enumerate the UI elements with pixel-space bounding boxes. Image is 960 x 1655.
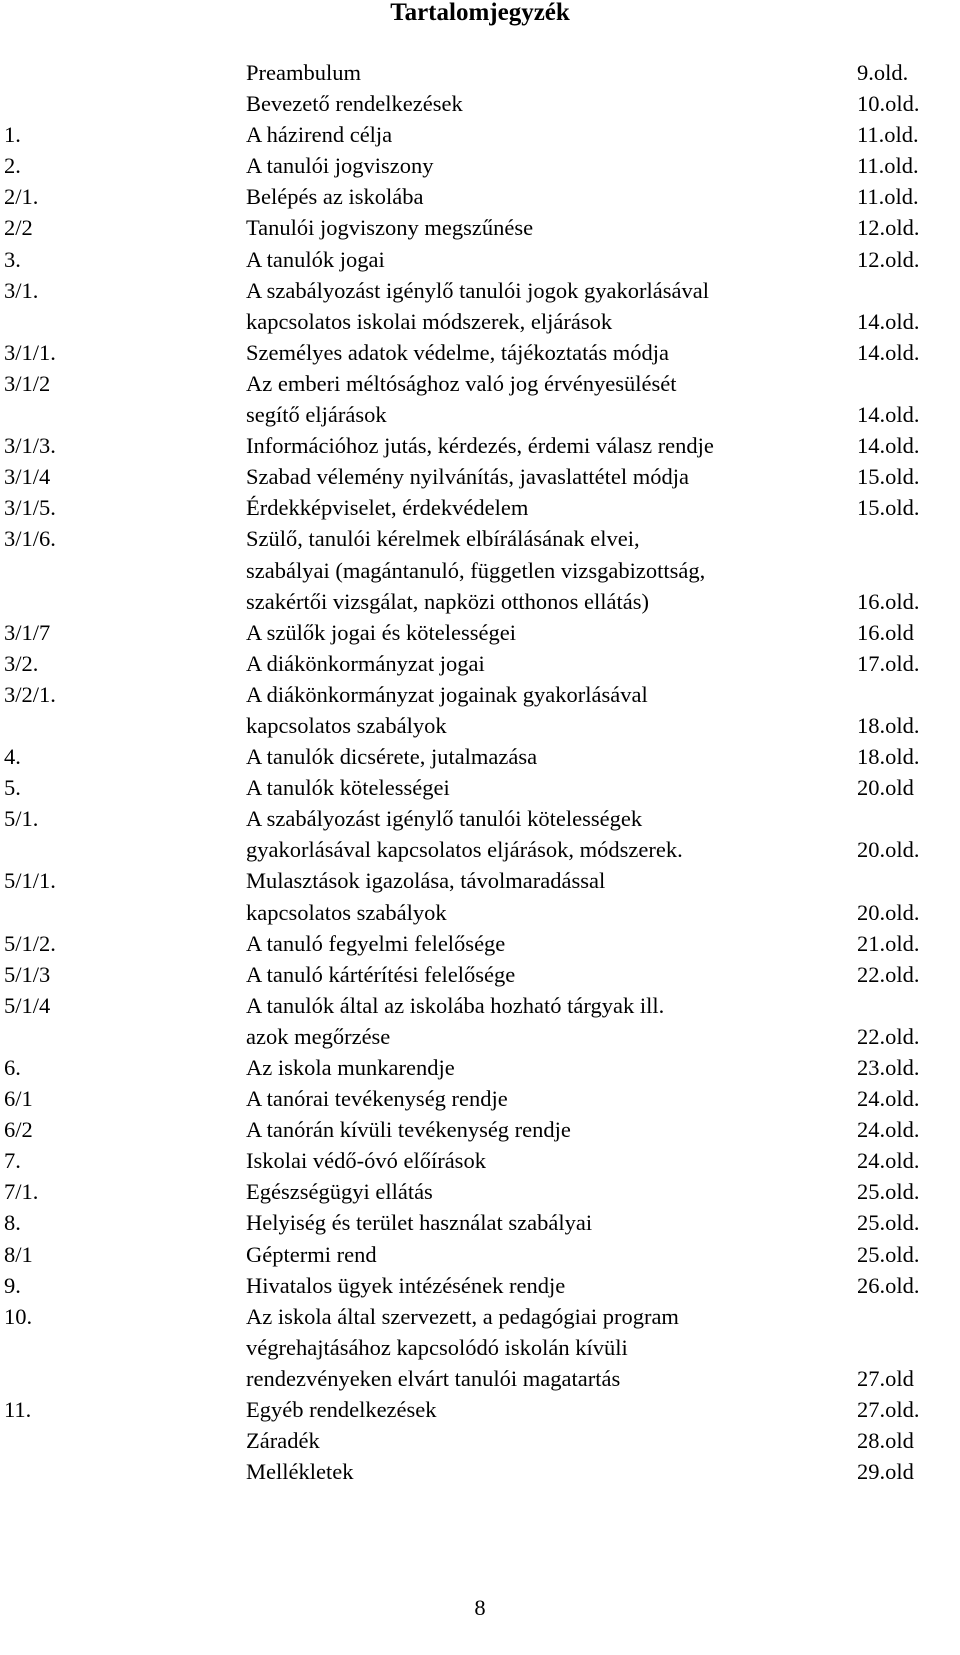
toc-entry [0,181,960,212]
toc-line [0,1301,960,1332]
toc-entry-number: 3/1. [4,277,39,303]
toc-entry-title: Érdekképviselet, érdekvédelem [246,495,529,521]
toc-entry-title: Mellékletek [246,1459,354,1485]
toc-entry-number: 1. [4,122,21,148]
toc-entry-page: 14.old. [857,402,920,428]
toc-entry-number: 3. [4,246,21,272]
toc-entry-page: 27.old [857,1365,914,1391]
toc-entry-title: végrehajtásához kapcsolódó iskolán kívüli [246,1334,628,1360]
toc-entry-title: kapcsolatos szabályok [246,899,447,925]
toc-entry [0,88,960,119]
toc-entry-page: 20.old. [857,837,920,863]
toc-entry-number: 11. [4,1397,32,1423]
toc-line [0,212,960,243]
toc-entry-number: 3/1/4 [4,464,51,490]
toc-entry [0,1083,960,1114]
toc-entry-title: kapcsolatos szabályok [246,712,447,738]
toc-entry [0,1145,960,1176]
toc-entry-title: azok megőrzése [246,1023,391,1049]
toc-entry-title: Hivatalos ügyek intézésének rendje [246,1272,566,1298]
toc-entry-number: 3/1/5. [4,495,56,521]
toc-entry [0,1239,960,1270]
toc-line [0,1145,960,1176]
toc-entry-page: 26.old. [857,1272,920,1298]
toc-entry-page: 14.old. [857,433,920,459]
toc-entry [0,617,960,648]
toc-entry-page: 16.old [857,619,914,645]
toc-entry-title: Bevezető rendelkezések [246,91,463,117]
toc-entry-title: A szabályozást igénylő tanulói kötelességek [246,806,643,832]
table-of-contents [0,57,960,1487]
toc-entry-number: 8. [4,1210,21,1236]
toc-line [0,57,960,88]
toc-line [0,928,960,959]
toc-entry-number: 3/2/1. [4,681,56,707]
toc-line [0,181,960,212]
toc-entry [0,337,960,368]
toc-entry [0,430,960,461]
toc-line [0,1425,960,1456]
toc-entry [0,648,960,679]
toc-entry-page: 12.old. [857,246,920,272]
toc-entry-page: 20.old. [857,899,920,925]
toc-line [0,1052,960,1083]
toc-entry [0,928,960,959]
toc-entry-page: 27.old. [857,1397,920,1423]
toc-line [0,523,960,554]
toc-entry [0,150,960,181]
toc-line [0,959,960,990]
toc-entry-number: 3/1/6. [4,526,56,552]
toc-entry [0,244,960,275]
toc-entry-title: A tanulók dicsérete, jutalmazása [246,744,538,770]
toc-entry-title: szakértői vizsgálat, napközi otthonos ellátás) [246,588,650,614]
toc-entry [0,1301,960,1394]
toc-entry-title: A tanulók jogai [246,246,385,272]
toc-entry-page: 15.old. [857,495,920,521]
toc-entry-title: Szabad vélemény nyilvánítás, javaslattétel módja [246,464,689,490]
toc-entry-number: 2/1. [4,184,39,210]
toc-entry-page: 24.old. [857,1117,920,1143]
toc-line [0,1207,960,1238]
toc-entry [0,275,960,337]
toc-entry-number: 5/1/2. [4,930,56,956]
toc-entry-page: 22.old. [857,961,920,987]
toc-entry-page: 24.old. [857,1148,920,1174]
toc-entry-title: Géptermi rend [246,1241,377,1267]
toc-entry-title: A tanulók kötelességei [246,775,450,801]
toc-entry-page: 24.old. [857,1086,920,1112]
toc-entry-number: 5/1/4 [4,992,51,1018]
toc-entry-page: 14.old. [857,339,920,365]
toc-entry-page: 20.old [857,775,914,801]
toc-line [0,119,960,150]
toc-line [0,648,960,679]
toc-line [0,244,960,275]
toc-line [0,1239,960,1270]
toc-entry-page: 28.old [857,1428,914,1454]
toc-entry-number: 6/2 [4,1117,33,1143]
toc-entry-page: 23.old. [857,1055,920,1080]
toc-entry-number: 10. [4,1303,33,1329]
toc-line [0,368,960,399]
toc-line [0,586,960,617]
toc-entry-title: Egyéb rendelkezések [246,1397,437,1423]
toc-line [0,150,960,181]
toc-entry [0,212,960,243]
toc-line [0,710,960,741]
toc-entry-title: A szabályozást igénylő tanulói jogok gyakorlásával [246,277,710,303]
toc-entry [0,741,960,772]
toc-entry [0,523,960,616]
toc-entry-title: szabályai (magántanuló, független vizsgabizottság, [246,557,706,583]
toc-entry-number: 7. [4,1148,21,1174]
toc-entry [0,461,960,492]
toc-entry-title: Egészségügyi ellátás [246,1179,433,1205]
toc-entry-title: kapcsolatos iskolai módszerek, eljárások [246,308,613,334]
toc-line [0,897,960,928]
toc-entry-page: 25.old. [857,1179,920,1205]
toc-line [0,865,960,896]
toc-entry-page: 15.old. [857,464,920,490]
toc-entry [0,1456,960,1487]
toc-line [0,555,960,586]
toc-entry-page: 11.old. [857,184,919,210]
toc-entry [0,1176,960,1207]
toc-entry-page: 11.old. [857,153,919,179]
toc-entry [0,1052,960,1083]
toc-entry [0,57,960,88]
toc-entry [0,865,960,927]
toc-entry-number: 3/2. [4,650,39,676]
toc-line [0,1114,960,1145]
toc-line [0,741,960,772]
toc-entry-page: 25.old. [857,1241,920,1267]
toc-entry-title: Az iskola által szervezett, a pedagógiai program [246,1303,679,1329]
toc-entry-number: 7/1. [4,1179,39,1205]
toc-line [0,1456,960,1487]
toc-line [0,461,960,492]
toc-entry-title: Tanulói jogviszony megszűnése [246,215,534,241]
toc-entry-number: 5. [4,775,21,801]
toc-entry-page: 10.old. [857,91,920,117]
toc-entry-number: 6. [4,1055,21,1080]
toc-entry [0,1425,960,1456]
toc-line [0,88,960,119]
toc-entry-title: A tanuló fegyelmi felelősége [246,930,506,956]
toc-entry [0,772,960,803]
toc-line [0,803,960,834]
toc-line [0,679,960,710]
toc-entry-title: A tanórai tevékenység rendje [246,1086,508,1112]
toc-entry-page: 21.old. [857,930,920,956]
toc-line [0,399,960,430]
toc-entry [0,368,960,430]
toc-line [0,1083,960,1114]
toc-line [0,990,960,1021]
toc-entry-number: 3/1/1. [4,339,56,365]
toc-entry-number: 9. [4,1272,21,1298]
toc-line [0,772,960,803]
toc-entry-page: 25.old. [857,1210,920,1236]
toc-entry-number: 3/1/7 [4,619,51,645]
toc-entry-number: 5/1/3 [4,961,51,987]
toc-entry-page: 16.old. [857,588,920,614]
toc-entry-page: 12.old. [857,215,920,241]
toc-entry-page: 18.old. [857,712,920,738]
toc-line [0,1176,960,1207]
page-title: Tartalomjegyzék [390,0,570,26]
toc-entry [0,679,960,741]
toc-line [0,337,960,368]
toc-entry-title: Az emberi méltósághoz való jog érvényesülését [246,370,677,396]
toc-entry-title: Záradék [246,1428,320,1454]
toc-line [0,617,960,648]
toc-entry-number: 4. [4,744,21,770]
toc-entry [0,1394,960,1425]
toc-entry-number: 6/1 [4,1086,33,1112]
toc-entry-number: 3/1/3. [4,433,56,459]
toc-entry-title: A házirend célja [246,122,393,148]
toc-entry-title: Személyes adatok védelme, tájékoztatás módja [246,339,669,365]
toc-entry-title: Az iskola munkarendje [246,1055,455,1080]
toc-entry-title: Iskolai védő-óvó előírások [246,1148,486,1174]
toc-entry [0,1114,960,1145]
toc-entry-title: A tanulók által az iskolába hozható tárgyak ill. [246,992,665,1018]
toc-entry-title: A tanórán kívüli tevékenység rendje [246,1117,571,1143]
toc-line [0,1332,960,1363]
toc-entry-title: rendezvényeken elvárt tanulói magatartás [246,1365,621,1391]
toc-entry-page: 29.old [857,1459,914,1485]
toc-line [0,834,960,865]
toc-entry-title: Preambulum [246,60,361,85]
toc-entry-number: 2. [4,153,21,179]
toc-entry-title: A szülők jogai és kötelességei [246,619,516,645]
toc-entry-number: 2/2 [4,215,33,241]
toc-entry-title: Mulasztások igazolása, távolmaradással [246,868,606,894]
toc-line [0,1270,960,1301]
toc-entry-title: Helyiség és terület használat szabályai [246,1210,593,1236]
toc-entry [0,990,960,1052]
toc-entry-number: 5/1/1. [4,868,56,894]
toc-entry-title: A tanuló kártérítési felelősége [246,961,516,987]
toc-entry-title: Belépés az iskolába [246,184,424,210]
toc-entry-page: 17.old. [857,650,920,676]
toc-entry [0,959,960,990]
toc-entry [0,492,960,523]
toc-line [0,492,960,523]
toc-entry-title: A diákönkormányzat jogainak gyakorlásával [246,681,648,707]
toc-entry-title: Szülő, tanulói kérelmek elbírálásának elvei, [246,526,640,552]
toc-entry-number: 8/1 [4,1241,33,1267]
page-number: 8 [474,1595,486,1620]
toc-entry-number: 5/1. [4,806,39,832]
toc-entry [0,1270,960,1301]
toc-entry [0,803,960,865]
toc-line [0,275,960,306]
toc-entry-title: segítő eljárások [246,402,387,428]
toc-entry [0,1207,960,1238]
toc-entry-page: 18.old. [857,744,920,770]
toc-line [0,1363,960,1394]
toc-entry-page: 11.old. [857,122,919,148]
toc-entry-page: 22.old. [857,1023,920,1049]
toc-line [0,1021,960,1052]
toc-entry-title: A diákönkormányzat jogai [246,650,485,676]
toc-line [0,306,960,337]
toc-entry-title: A tanulói jogviszony [246,153,434,179]
toc-entry [0,119,960,150]
toc-entry-title: Információhoz jutás, kérdezés, érdemi válasz rendje [246,433,714,459]
toc-line [0,430,960,461]
toc-entry-page: 14.old. [857,308,920,334]
toc-entry-title: gyakorlásával kapcsolatos eljárások, módszerek. [246,837,683,863]
toc-line [0,1394,960,1425]
toc-entry-number: 3/1/2 [4,370,51,396]
toc-entry-page: 9.old. [857,60,909,85]
